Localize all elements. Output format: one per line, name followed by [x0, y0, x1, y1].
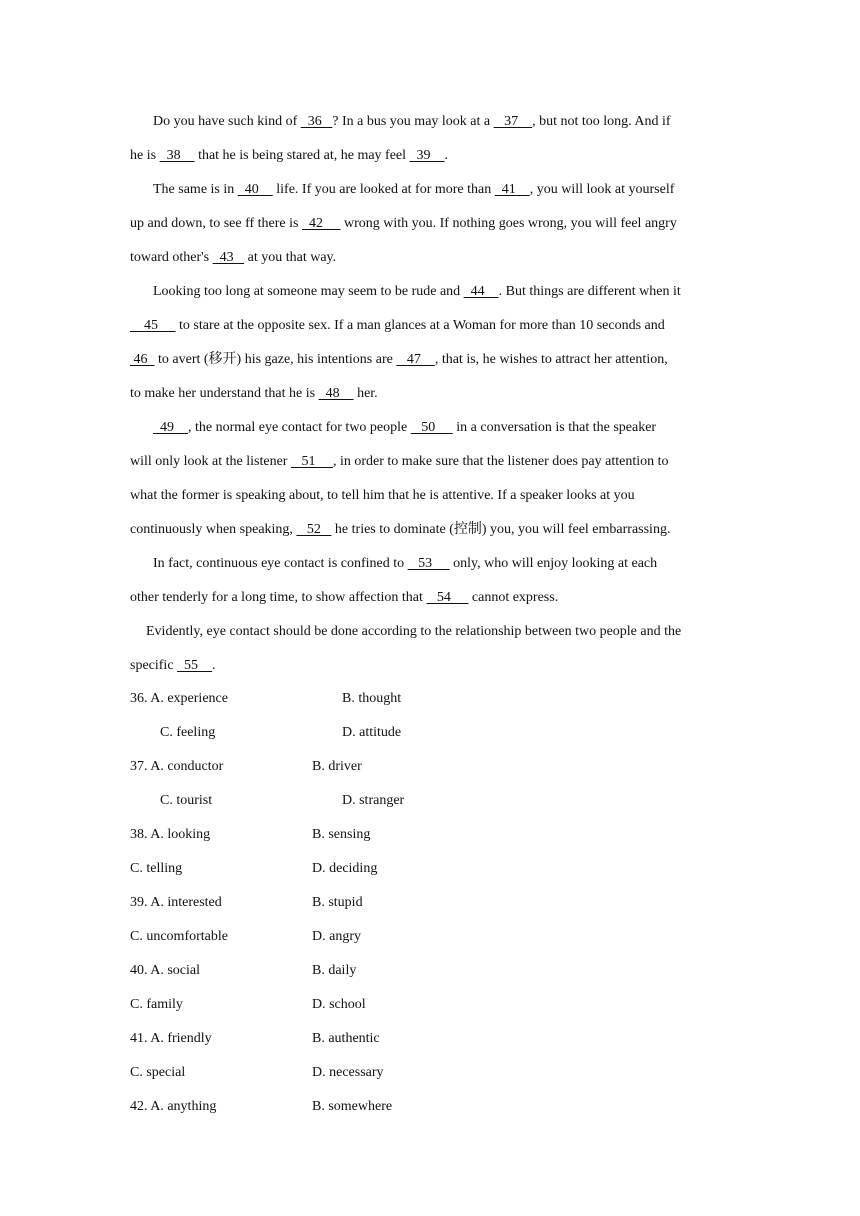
- option-a: 38. A. looking: [130, 827, 211, 842]
- option-a: 37. A. conductor: [130, 759, 224, 774]
- text: In fact, continuous eye contact is confined to: [153, 556, 408, 571]
- text: , the normal eye contact for two people: [188, 420, 411, 435]
- blank-52: 52: [296, 522, 332, 537]
- text: , in order to make sure that the listener does pay attention to: [332, 454, 669, 469]
- text: ? In a bus you may look at a: [332, 114, 494, 129]
- option-c: C. telling: [130, 861, 183, 876]
- passage-line: [153, 283, 681, 301]
- option-d: D. necessary: [312, 1065, 384, 1080]
- passage-line: [130, 589, 558, 607]
- option-d: D. school: [312, 997, 366, 1012]
- blank-36: 36: [300, 114, 333, 129]
- passage-line: [153, 555, 657, 573]
- passage-line: [130, 351, 668, 369]
- option-d: D. stranger: [342, 793, 405, 808]
- text: .: [444, 148, 449, 163]
- blank-50: 50: [410, 420, 453, 435]
- option-c: C. tourist: [160, 793, 213, 808]
- blank-46: 46: [130, 352, 155, 367]
- passage-line: [130, 657, 216, 675]
- text: .: [212, 658, 216, 673]
- text: The same is in: [153, 182, 238, 197]
- text: toward other's: [130, 250, 213, 265]
- text: . But things are different when it: [498, 284, 681, 299]
- text: up and down, to see ff there is: [130, 216, 302, 231]
- passage-line: [130, 249, 336, 267]
- option-b: B. thought: [342, 691, 402, 706]
- text: , that is, he wishes to attract her attention,: [434, 352, 668, 367]
- blank-38: 38: [159, 148, 195, 163]
- passage-line: [130, 453, 669, 471]
- passage-line: [130, 317, 665, 335]
- option-c: C. uncomfortable: [130, 929, 228, 944]
- text: he tries to dominate (控制) you, you will feel embarrassing.: [331, 522, 671, 537]
- option-a: 41. A. friendly: [130, 1031, 212, 1046]
- text: Do you have such kind of: [153, 114, 301, 129]
- option-a: 39. A. interested: [130, 895, 222, 910]
- passage-line: [153, 419, 656, 437]
- text: that he is being stared at, he may feel: [194, 148, 410, 163]
- blank-55: 55: [177, 658, 213, 673]
- text: continuously when speaking,: [130, 522, 297, 537]
- blank-53: 53: [407, 556, 450, 571]
- blank-54: 54: [426, 590, 469, 605]
- option-d: D. angry: [312, 929, 361, 944]
- text: , you will look at yourself: [529, 182, 675, 197]
- option-c: C. feeling: [160, 725, 216, 740]
- option-b: B. stupid: [312, 895, 363, 910]
- text: to avert (移开) his gaze, his intentions are: [154, 352, 397, 367]
- option-a: 42. A. anything: [130, 1099, 217, 1114]
- text: in a conversation is that the speaker: [452, 420, 657, 435]
- blank-51: 51: [290, 454, 333, 469]
- blank-48: 48: [318, 386, 354, 401]
- option-b: B. sensing: [312, 827, 371, 842]
- blank-39: 39: [409, 148, 445, 163]
- text: Looking too long at someone may seem to be rude and: [153, 284, 464, 299]
- option-b: B. authentic: [312, 1031, 380, 1046]
- text: to stare at the opposite sex. If a man glances at a Woman for more than 10 seconds and: [175, 318, 665, 333]
- passage-line: [130, 385, 378, 403]
- text: wrong with you. If nothing goes wrong, you will feel angry: [340, 216, 677, 231]
- passage-line: [153, 181, 674, 199]
- text: at you that way.: [244, 250, 337, 265]
- option-b: B. daily: [312, 963, 357, 978]
- text: to make her understand that he is: [130, 386, 319, 401]
- text: other tenderly for a long time, to show affection that: [130, 590, 427, 605]
- option-b: B. driver: [312, 759, 362, 774]
- passage-line: [130, 147, 448, 165]
- text: will only look at the listener: [130, 454, 291, 469]
- text: , but not too long. And if: [532, 114, 671, 129]
- text: life. If you are looked at for more than: [272, 182, 495, 197]
- option-d: D. deciding: [312, 861, 378, 876]
- option-a: 40. A. social: [130, 963, 200, 978]
- option-a: 36. A. experience: [130, 691, 228, 706]
- blank-37: 37: [493, 114, 533, 129]
- text: only, who will enjoy looking at each: [449, 556, 658, 571]
- passage-line: [146, 623, 681, 641]
- passage-line: [130, 215, 677, 233]
- text: specific: [130, 658, 178, 673]
- text: he is: [130, 148, 160, 163]
- option-c: C. family: [130, 997, 183, 1012]
- option-b: B. somewhere: [312, 1099, 393, 1114]
- blank-45: 45: [130, 318, 176, 333]
- blank-44: 44: [463, 284, 499, 299]
- blank-49: 49: [153, 420, 188, 435]
- passage-line: [153, 113, 732, 131]
- option-d: D. attitude: [342, 725, 402, 740]
- blank-41: 41: [494, 182, 530, 197]
- passage-line: [130, 521, 670, 539]
- blank-42: 42: [301, 216, 341, 231]
- text: her.: [353, 386, 378, 401]
- text: Evidently, eye contact should be done according to the relationship between two people and the: [146, 624, 682, 639]
- text: what the former is speaking about, to tell him that he is attentive. If a speaker looks at you: [130, 488, 635, 503]
- passage-line: [130, 487, 635, 505]
- text: cannot express.: [468, 590, 559, 605]
- blank-40: 40: [237, 182, 273, 197]
- blank-47: 47: [396, 352, 435, 367]
- blank-43: 43: [212, 250, 245, 265]
- option-c: C. special: [130, 1065, 186, 1080]
